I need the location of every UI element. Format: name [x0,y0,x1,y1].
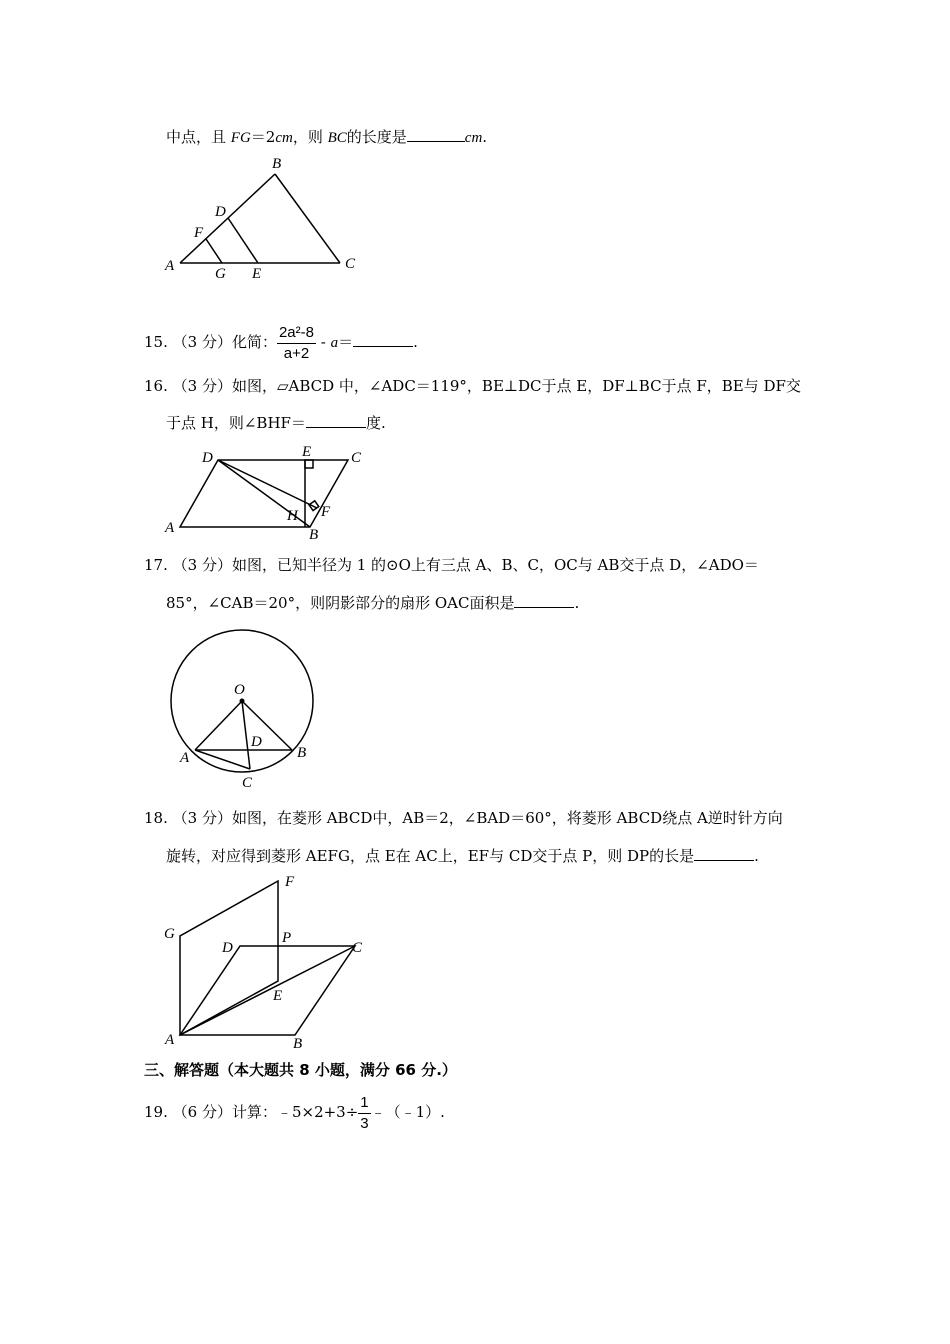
segment-ac [195,750,250,769]
answer-blank-q15[interactable] [353,332,413,347]
q16-line1: 16. （3 分）如图，▱ABCD 中，∠ADC＝119°，BE⊥DC于点 E，DF⊥BC于点 F，BE与 DF交 [144,377,801,395]
segment-de [228,218,258,263]
q18-line2: 旋转，对应得到菱形 AEFG，点 E在 AC上，EF与 CD交于点 P，则 DP的长是 . [166,847,759,865]
label-d: D [222,940,233,956]
label-b: B [272,156,282,172]
label-o: O [234,682,245,698]
center-point-o [240,699,245,704]
answer-blank-q18[interactable] [694,846,754,861]
segment-df [218,460,317,508]
label-f: F [194,225,204,241]
q16-line2: 于点 H，则∠BHF＝ 度. [166,414,386,432]
q18-number: 18. [144,809,168,827]
right-angle-mark-e [305,460,313,468]
segment-oc [242,701,250,769]
q16-number: 16. [144,377,168,395]
label-g: G [164,926,175,942]
q19-fraction: $\frac{1}{3}$ [360,1093,369,1132]
label-a: A [165,520,175,536]
label-h: H [287,508,298,524]
q15-number: 15. [144,333,168,351]
label-d: D [202,450,213,466]
q17-line1: 17. （3 分）如图，已知半径为 1 的⊙O上有三点 A、B、C，OC与 AB交于点 D，∠ADO＝ [144,556,759,574]
label-p: P [282,930,292,946]
label-e: E [273,988,283,1004]
answer-blank-q16[interactable] [306,413,366,428]
label-b: B [293,1036,303,1052]
label-a: A [180,750,190,766]
label-c: C [242,775,253,791]
segment-ac [180,946,355,1035]
figure-triangle-abc [160,150,370,290]
label-c: C [345,256,356,272]
segment-bc [275,174,340,263]
label-c: C [351,450,362,466]
q19: 19. （6 分）计算：﹣5×2+3÷ $\frac{1}{3}$ ﹣（﹣1）. [144,1093,445,1132]
label-c: C [352,940,363,956]
figure-circle [160,625,340,795]
q15-fraction: $\frac{\text{2a²-8}}{a+2}$ [278,323,314,362]
answer-blank-q14[interactable] [407,127,465,142]
segment-ob [242,701,292,750]
q18-line1: 18. （3 分）如图，在菱形 ABCD中，AB＝2，∠BAD＝60°，将菱形 ABCD绕点 A逆时针方向 [144,809,783,827]
q17-line2: 85°，∠CAB＝20°，则阴影部分的扇形 OAC面积是 . [166,594,580,612]
q17-number: 17. [144,556,168,574]
label-g: G [215,266,226,282]
section-heading: 三、解答题（本大题共 8 小题，满分 66 分.） [144,1061,457,1079]
q19-number: 19. [144,1103,168,1121]
label-f: F [321,504,331,520]
figure-parallelogram [160,440,380,543]
q14-tail-text: 中点，且 FG＝2cm，则 BC的长度是 cm. [166,128,488,146]
label-e: E [252,266,262,282]
label-a: A [165,258,175,274]
label-d: D [215,204,226,220]
label-a: A [165,1032,175,1048]
figure-rhombus [160,870,380,1050]
label-f: F [285,874,295,890]
label-b: B [309,527,319,543]
label-b: B [297,745,307,761]
label-d: D [251,734,262,750]
q15: 15. （3 分）化简： $\frac{\text{2a²-8}}{a+2}$ - a＝ . [144,323,418,362]
segment-oa [195,701,242,750]
answer-blank-q17[interactable] [514,593,574,608]
segment-fg [206,239,222,263]
label-e: E [302,444,312,460]
